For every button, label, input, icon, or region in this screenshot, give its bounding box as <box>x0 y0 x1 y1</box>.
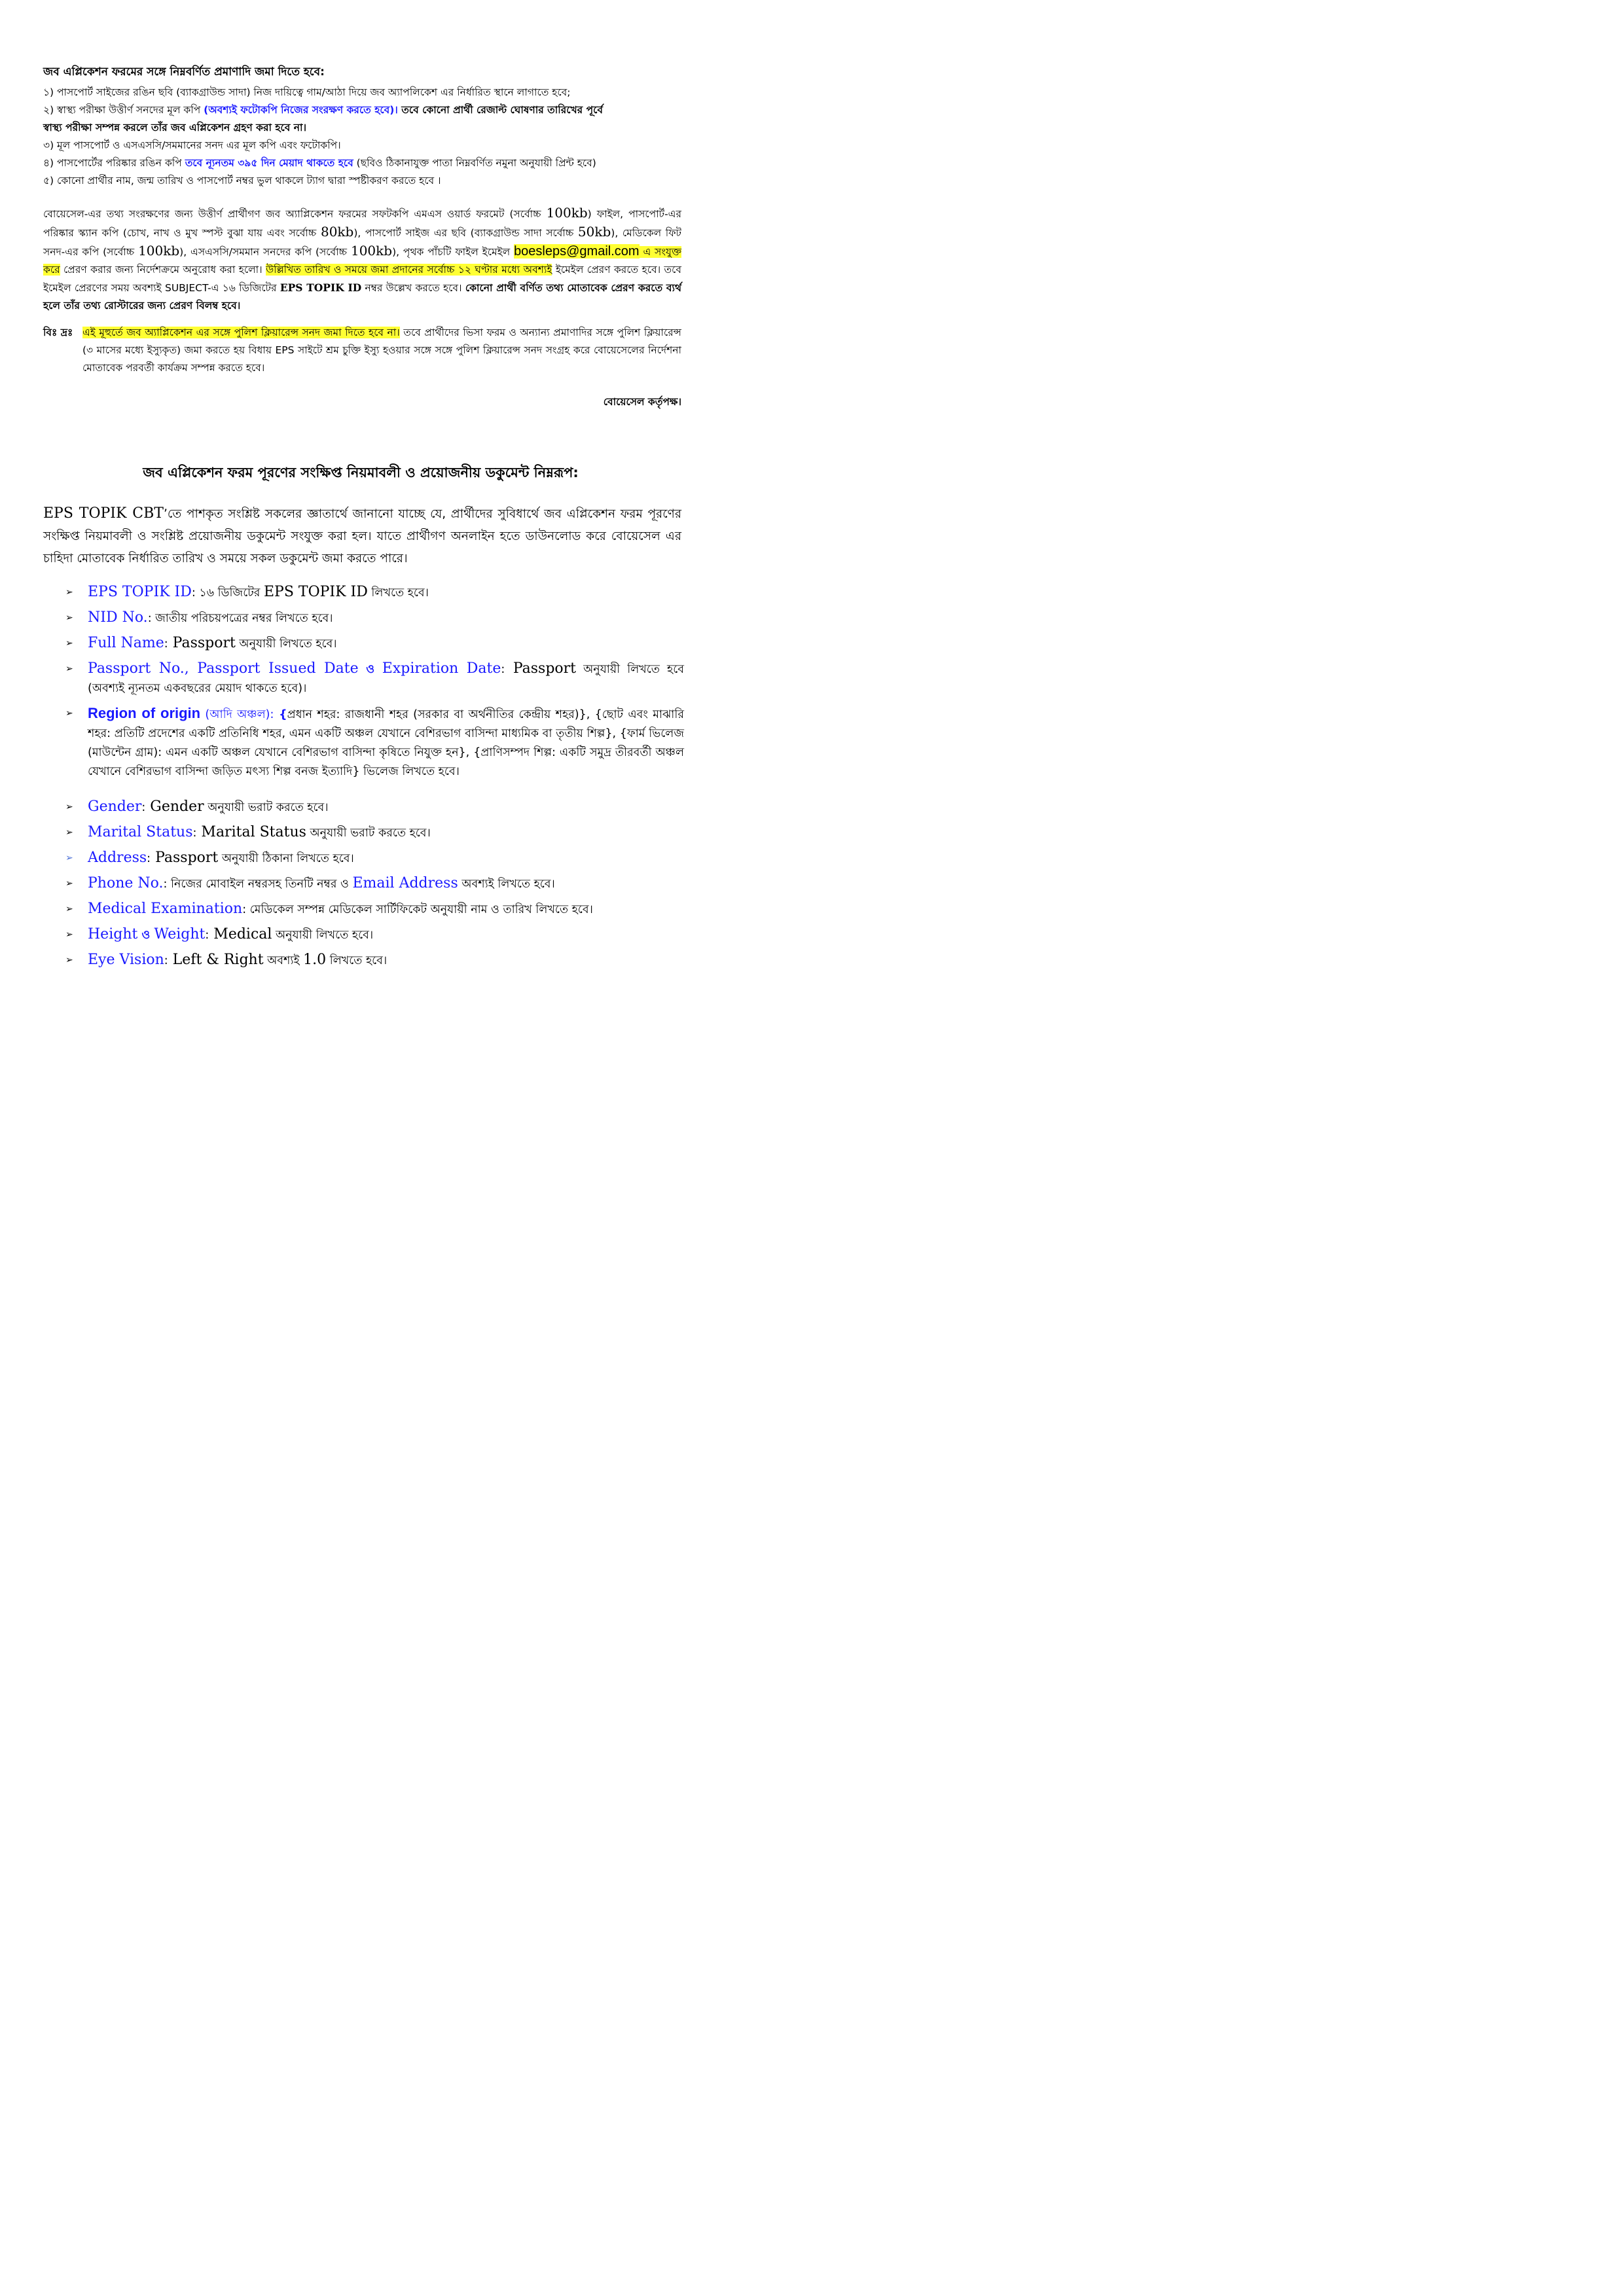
list-item <box>65 704 684 797</box>
note-text: তবে প্রার্থীদের ভিসা ফরম ও অন্যান্য প্রমাণাদির সঙ্গে পুলিশ ক্লিয়ারেন্স (৩ মাসের মধ্যে ইস্যুকৃত) জমা করতে হয় বিধায় EPS সাইটে শ্রম চুক্তি ইস্যু হওয়ার সঙ্গে সঙ্গে পুলিশ ক্লিয়ারেন্স সনদ সংগ্রহ করে বোয়েসেলের নির্দেশনা মোতাবেক পরবর্তী কার্যক্রম সম্পন্ন করতে হবে। <box>82 327 681 374</box>
list-item <box>65 925 684 950</box>
para-text: ) ফাইল, পাসপোর্ট-এর পরিষ্কার স্ক্যান কপি (চোখ, নাখ ও মুখ স্পস্ট বুঝা যায় এবং সর্বোচ্চ <box>43 208 681 239</box>
requirement-item-2 <box>43 101 681 119</box>
list-item <box>65 634 684 659</box>
field-key: Gender <box>88 798 142 815</box>
warning-text: কোনো প্রার্থী বর্ণিত তথ্য মোতাবেক প্রেরণ করতে ব্যর্থ হলে তাঁর তথ্য রোস্টারের জন্য প্রেরণ বিলম্ব হবে। <box>43 282 682 312</box>
field-desc: ১৬ ডিজিটের <box>195 586 264 600</box>
arrow-bullet-icon: ➢ <box>65 664 73 674</box>
colon: : <box>141 801 146 814</box>
colon: : <box>164 637 168 651</box>
highlighted-deadline-text: উল্লিখিত তারিখ ও সময়ে জমা প্রদানের সর্বোচ্চ ১২ ঘণ্টার মধ্যে অবশ্যই <box>266 264 552 276</box>
colon: : <box>242 903 247 916</box>
field-desc: অনুযায়ী ভরাট করতে হবে। <box>306 827 431 840</box>
field-desc-en: Passport <box>151 850 219 866</box>
field-key: Height <box>88 926 138 942</box>
field-key: EPS TOPIK ID <box>88 584 192 600</box>
arrow-bullet-icon: ➢ <box>65 853 73 863</box>
field-key: Passport No., Passport Issued Date <box>88 660 359 677</box>
arrow-bullet-icon: ➢ <box>65 878 73 889</box>
item-4-blue-text: তবে ন্যূনতম ৩৯৫ দিন মেয়াদ থাকতে হবে <box>185 157 353 169</box>
requirement-item-1: ১) পাসপোর্ট সাইজের রঙিন ছবি (ব্যাকগ্রাউন্ড সাদা) নিজ দায়িত্বে গাম/আঠা দিয়ে জব অ্যাপলিকেশ এর নির্ধারিত স্থানে লাগাতে হবে; <box>43 86 571 98</box>
field-desc: অবশ্যই লিখতে হবে। <box>458 878 555 891</box>
field-key-and: ও <box>358 663 382 676</box>
arrow-bullet-icon: ➢ <box>65 929 73 940</box>
list-item <box>65 950 684 976</box>
field-key: Marital Status <box>88 824 193 840</box>
field-key: Region of origin <box>88 705 201 721</box>
requirement-item-5: ৫) কোনো প্রার্থীর নাম, জন্ম তারিখ ও পাসপোর্ট নম্বর ভুল থাকলে ট্যাগ দ্বারা স্পষ্টীকরণ করতে হবে । <box>43 175 441 187</box>
size-value: 80kb <box>320 224 354 240</box>
authority-signature: বোয়েসেল কর্তৃপক্ষ। <box>603 396 681 408</box>
colon: : <box>147 852 151 865</box>
field-desc: অনুযায়ী লিখতে হবে। <box>272 929 374 942</box>
para-text: ইমেইল প্রেরণ করতে হবে। তবে ইমেইল প্রেরণের সময় অবশ্যই SUBJECT-এ ১৬ ডিজিটের <box>43 264 682 294</box>
para-text: বোয়েসেল-এর তথ্য সংরক্ষণের জন্য উত্তীর্ণ প্রার্থীগণ জব অ্যাপ্লিকেশন ফরমের সফটকপি এমএস ওয়ার্ড ফরমেট (সর্বোচ্চ <box>43 208 547 220</box>
note-highlight: এই মূহুর্তে জব অ্যাপ্লিকেশন এর সঙ্গে পুলিশ ক্লিয়ারেন্স সনদ জমা দিতে হবে না। <box>82 327 400 338</box>
requirement-item-3: ৩) মূল পাসপোর্ট ও এসএসসি/সমমানের সনদ এর মূল কপি এবং ফটোকপি। <box>43 139 341 151</box>
item-2-blue-text: (অবশ্যই ফটোকপি নিজের সংরক্ষণ করতে হবে)। <box>204 104 398 116</box>
para-text: ), মেডিকেল ফিট সনদ-এর কপি (সর্বোচ্চ <box>43 227 681 258</box>
size-value: 50kb <box>577 224 611 240</box>
field-key: Eye Vision <box>88 952 164 968</box>
requirement-item-4 <box>43 154 681 172</box>
field-desc: অনুযায়ী লিখতে হবে (অবশ্যই ন্যূনতম একবছরের মেয়াদ থাকতে হবে)। <box>88 663 684 695</box>
note-section <box>43 324 681 377</box>
field-desc-en: Marital Status <box>196 824 306 840</box>
field-key: Full Name <box>88 635 164 651</box>
field-desc-en: EPS TOPIK ID <box>263 584 368 600</box>
field-desc: লিখতে হবে। <box>367 586 429 600</box>
note-body <box>82 324 681 377</box>
colon: : <box>191 586 196 600</box>
field-desc: অনুযায়ী লিখতে হবে। <box>235 637 337 651</box>
size-value: 100kb <box>138 243 180 259</box>
arrow-bullet-icon: ➢ <box>65 827 73 838</box>
size-value: 100kb <box>350 243 393 259</box>
field-desc-en: Left & Right <box>168 952 264 968</box>
field-desc-en: Passport <box>168 635 236 651</box>
email-address-link[interactable]: boesleps@gmail.com <box>514 244 640 259</box>
rules-intro <box>43 503 681 570</box>
list-item <box>65 899 684 925</box>
field-key: Email Address <box>352 875 458 891</box>
requirements-section <box>43 63 681 190</box>
field-desc: প্রধান শহর: রাজধানী শহর (সরকার বা অর্থনীতির কেন্দ্রীয় শহর)}, {ছোট এবং মাঝারি শহর: প্রতিটি প্রদেশের একটি প্রতিনিধি শহর, এমন একটি অঞ্চল যেখানে বেশিরভাগ বাসিন্দা মাধ্যমিক বা তৃতীয় শিল্প}, {ফার্ম ভিলেজ (মাউন্টেন গ্রাম): এমন একটি অঞ্চল যেখানে বেশিরভাগ বাসিন্দা কৃষিতে নিযুক্ত হন}, {প্রাণিসম্পদ শিল্প: একটি সমুদ্র তীরবর্তী অঞ্চল যেখানে বেশিরভাগ বাসিন্দা জড়িত মৎস্য শিল্প বনজ ইত্যাদি} ভিলেজ লিখতে হবে। <box>88 708 684 778</box>
arrow-bullet-icon: ➢ <box>65 638 73 649</box>
item-4-text: ৪) পাসপোর্টের পরিষ্কার রঙিন কপি <box>43 157 185 169</box>
email-instructions-paragraph <box>43 204 681 315</box>
field-key-brace: { <box>274 708 287 721</box>
field-desc: : জাতীয় পরিচয়পত্রের নম্বর লিখতে হবে। <box>147 612 333 625</box>
intro-text: ’তে পাশকৃত সংশ্লিষ্ট সকলের জ্ঞাতার্থে জানানো যাচ্ছে যে, প্রার্থীদের সুবিধার্থে জব এপ্লিকেশন ফরম পূরণের সংক্ষিপ্ত নিয়মাবলী ও সংশ্লিষ্ট প্রয়োজনীয় ডকুমেন্ট সংযুক্ত করা হল। যাতে প্রার্থীগণ অনলাইন হতে ডাউনলোড করে বোয়েসেল এর চাহিদা মোতাবেক নির্ধারিত তারিখ ও সময়ে সকল ডকুমেন্ট জমা করতে পারে। <box>43 507 682 565</box>
list-item <box>65 848 684 874</box>
arrow-bullet-icon: ➢ <box>65 955 73 965</box>
arrow-bullet-icon: ➢ <box>65 802 73 812</box>
field-key: Medical Examination <box>88 901 243 917</box>
field-desc-en: Medical <box>209 926 272 942</box>
highlighted-text: এ সংযুক্ত করে <box>43 246 682 276</box>
field-key: NID No. <box>88 609 148 626</box>
field-key: Phone No. <box>88 875 164 891</box>
colon: : <box>164 954 168 967</box>
list-item <box>65 823 684 848</box>
requirements-heading: জব এপ্লিকেশন ফরমের সঙ্গে নিম্নবর্ণিত প্রমাণাদি জমা দিতে হবে: <box>43 65 325 79</box>
para-text: ), পৃথক পাঁচটি ফাইল ইমেইল <box>392 246 514 258</box>
colon: : <box>192 827 197 840</box>
field-key-sub: (আদি অঞ্চল): <box>200 708 274 721</box>
field-desc-en: Gender <box>145 798 204 815</box>
field-rules-list <box>65 583 684 976</box>
arrow-bullet-icon: ➢ <box>65 904 73 914</box>
list-item <box>65 659 684 704</box>
colon: : <box>205 929 209 942</box>
field-key: Address <box>88 850 147 866</box>
para-text: নম্বর উল্লেখ করতে হবে। <box>361 282 465 294</box>
para-text: প্রেরণ করার জন্য নির্দেশক্রমে অনুরোধ করা হলো। <box>60 264 266 276</box>
field-desc-en: 1.0 <box>303 952 327 968</box>
arrow-bullet-icon: ➢ <box>65 708 73 719</box>
field-desc: : নিজের মোবাইল নম্বরসহ তিনটি নম্বর ও <box>163 878 353 891</box>
colon: : <box>501 663 505 676</box>
list-item <box>65 874 684 899</box>
item-2-bold-text: তবে কোনো প্রার্থী রেজাল্ট ঘোষণার তারিখের পূর্বে <box>397 104 603 116</box>
requirement-item-2-cont: স্বাস্থ্য পরীক্ষা সম্পন্ন করলে তাঁর জব এপ্লিকেশন গ্রহণ করা হবে না। <box>43 122 307 134</box>
list-item <box>65 583 684 608</box>
field-key: Expiration Date <box>382 660 501 677</box>
field-desc: লিখতে হবে। <box>326 954 388 967</box>
intro-eps-text: EPS TOPIK CBT <box>43 505 164 522</box>
para-text: ), এসএসসি/সমমান সনদের কপি (সর্বোচ্চ <box>179 246 351 258</box>
list-item <box>65 608 684 634</box>
field-desc: মেডিকেল সম্পন্ন মেডিকেল সার্টিফিকেট অনুযায়ী নাম ও তারিখ লিখতে হবে। <box>246 903 593 916</box>
eps-id-text: EPS TOPIK ID <box>280 281 362 294</box>
size-value: 100kb <box>546 205 588 221</box>
note-label: বিঃ দ্রঃ <box>43 327 73 338</box>
arrow-bullet-icon: ➢ <box>65 613 73 623</box>
item-2-text: ২) স্বাস্থ্য পরীক্ষা উত্তীর্ণ সনদের মূল কপি <box>43 104 204 116</box>
rules-title: জব এপ্লিকেশন ফরম পূরণের সংক্ষিপ্ত নিয়মাবলী ও প্রয়োজনীয় ডকুমেন্ট নিম্নরূপ: <box>143 465 579 480</box>
field-desc: অবশ্যই <box>263 954 304 967</box>
arrow-bullet-icon: ➢ <box>65 587 73 598</box>
para-text: ), পাসপোর্ট সাইজ এর ছবি (ব্যাকগ্রাউন্ড সাদা সর্বোচ্চ <box>353 227 578 239</box>
field-key-and: ও <box>137 929 154 942</box>
field-desc-en: Passport <box>505 660 577 677</box>
document-page <box>0 0 721 1020</box>
field-desc: অনুযায়ী ঠিকানা লিখতে হবে। <box>218 852 354 865</box>
item-4-rest: (ছবিও ঠিকানাযুক্ত পাতা নিম্নবর্ণিত নমুনা অনুযায়ী প্রিন্ট হবে) <box>353 157 596 169</box>
list-item <box>65 797 684 823</box>
field-key: Weight <box>154 926 206 942</box>
field-desc: অনুযায়ী ভরাট করতে হবে। <box>204 801 329 814</box>
